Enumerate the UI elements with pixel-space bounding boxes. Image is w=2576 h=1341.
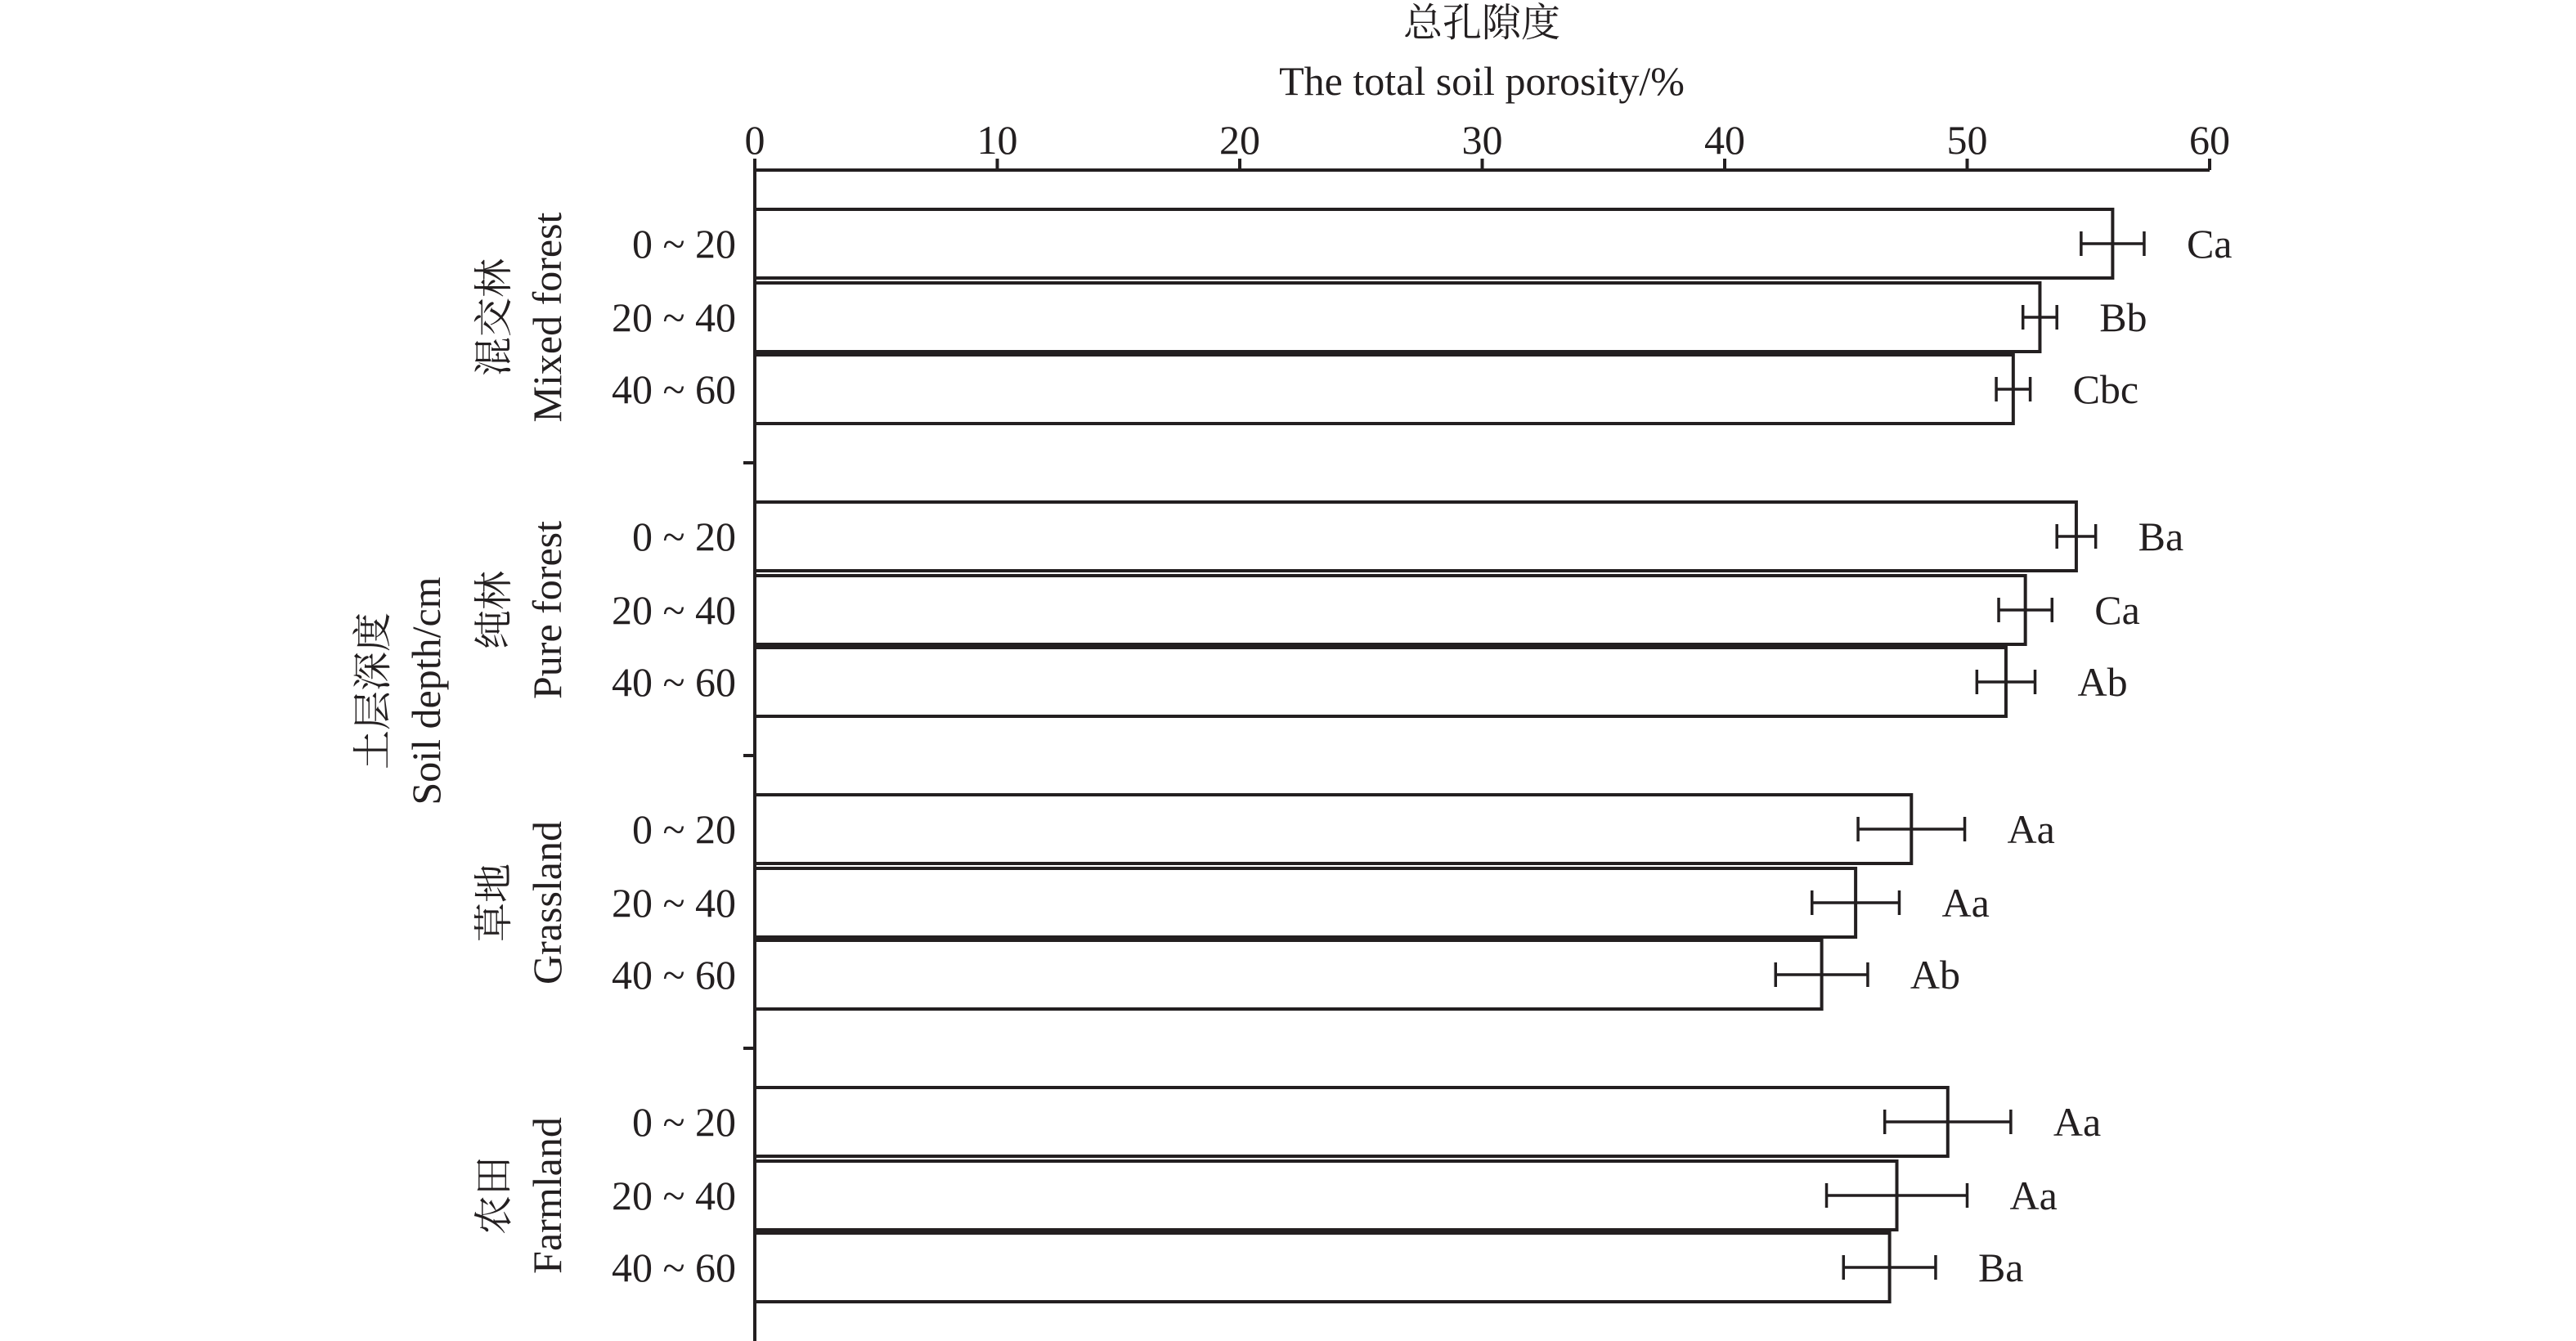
group-label-en: Farmland xyxy=(524,1117,570,1274)
bar xyxy=(755,1233,1890,1302)
group-label-cn: 纯林 xyxy=(473,570,516,650)
bar xyxy=(755,502,2076,571)
group-label xyxy=(473,521,570,699)
x-tick-label: 60 xyxy=(2189,117,2230,163)
significance-label: Ca xyxy=(2094,587,2140,633)
bar xyxy=(755,795,1911,863)
significance-label: Ba xyxy=(1977,1245,2024,1290)
bar xyxy=(755,1161,1897,1230)
depth-label: 0 ~ 20 xyxy=(631,514,736,559)
bar xyxy=(755,868,1856,937)
depth-label: 40 ~ 60 xyxy=(611,366,736,412)
chart-title-cn: 总孔隙度 xyxy=(1402,2,1561,45)
group-label-cn: 草地 xyxy=(473,863,516,943)
significance-label: Aa xyxy=(2007,806,2055,852)
bar xyxy=(755,355,2013,424)
bar xyxy=(755,576,2026,644)
depth-label: 20 ~ 40 xyxy=(611,880,736,926)
significance-label: Ab xyxy=(1910,952,1961,998)
y-axis-title-en: Soil depth/cm xyxy=(403,576,449,805)
group-label xyxy=(473,1117,570,1274)
bar xyxy=(755,1088,1948,1156)
y-axis-title-cn: 土层深度 xyxy=(352,612,395,770)
significance-label: Aa xyxy=(2009,1173,2058,1218)
significance-label: Cbc xyxy=(2072,366,2139,412)
significance-label: Bb xyxy=(2099,294,2147,340)
y-axis-title xyxy=(352,576,449,805)
depth-label: 0 ~ 20 xyxy=(631,1099,736,1145)
depth-label: 20 ~ 40 xyxy=(611,1173,736,1218)
bar xyxy=(755,209,2112,278)
depth-label: 20 ~ 40 xyxy=(611,294,736,340)
group-label-en: Pure forest xyxy=(524,521,570,699)
significance-label: Aa xyxy=(2053,1099,2102,1145)
depth-label: 40 ~ 60 xyxy=(611,952,736,998)
significance-label: Ca xyxy=(2186,221,2233,267)
depth-label: 40 ~ 60 xyxy=(611,1245,736,1290)
group-label-en: Mixed forest xyxy=(524,212,570,423)
x-tick-label: 50 xyxy=(1946,117,1988,163)
depth-label: 0 ~ 20 xyxy=(631,221,736,267)
group-label-cn: 农田 xyxy=(473,1155,516,1236)
depth-label: 20 ~ 40 xyxy=(611,587,736,633)
bar xyxy=(755,283,2040,352)
x-tick-label: 10 xyxy=(976,117,1018,163)
significance-label: Ba xyxy=(2138,514,2184,559)
depth-label: 0 ~ 20 xyxy=(631,806,736,852)
chart-title-en: The total soil porosity/% xyxy=(1279,58,1685,104)
bar xyxy=(755,940,1822,1009)
significance-label: Ab xyxy=(2077,659,2128,705)
x-tick-label: 0 xyxy=(744,117,765,163)
x-tick-label: 40 xyxy=(1704,117,1745,163)
group-label xyxy=(473,212,570,422)
depth-label: 40 ~ 60 xyxy=(611,659,736,705)
plot-marks xyxy=(612,209,2233,1302)
group-label-en: Grassland xyxy=(524,821,570,984)
bar xyxy=(755,648,2006,716)
group-label-cn: 混交林 xyxy=(473,258,516,377)
x-tick-label: 20 xyxy=(1219,117,1260,163)
x-tick-label: 30 xyxy=(1461,117,1503,163)
group-label xyxy=(473,821,570,984)
significance-label: Aa xyxy=(1941,880,1990,926)
